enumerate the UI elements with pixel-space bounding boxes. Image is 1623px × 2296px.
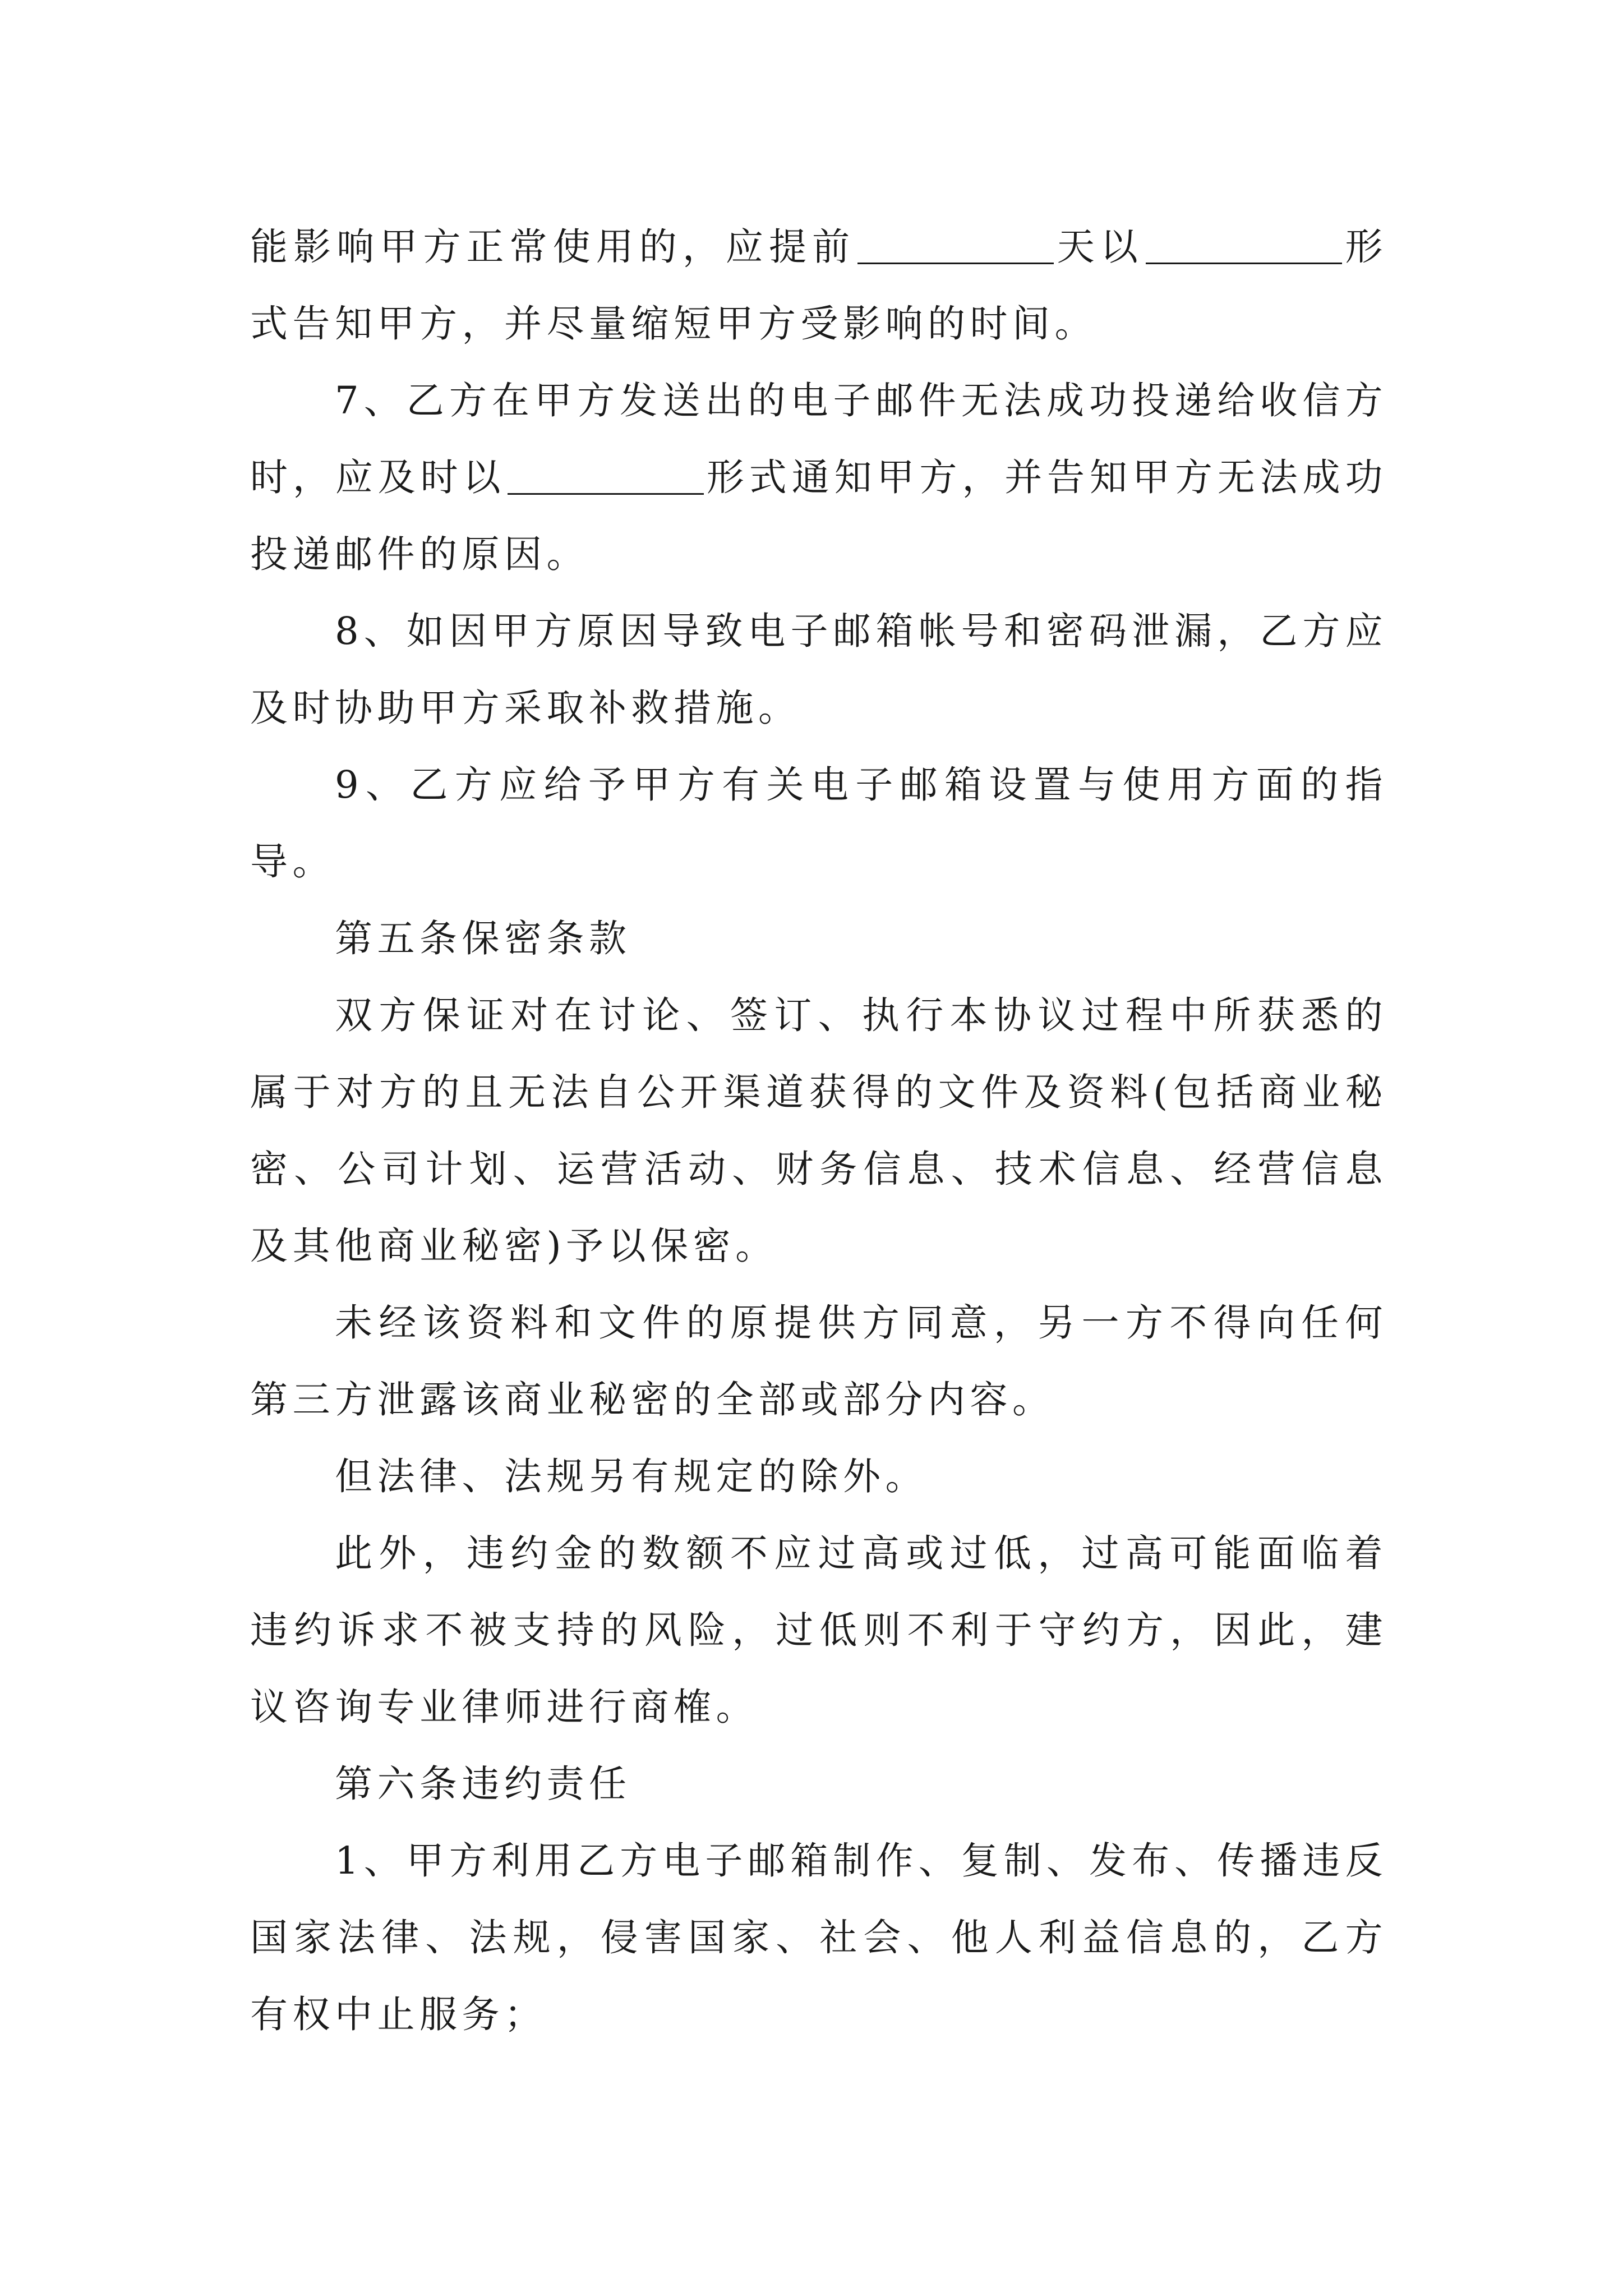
- text-segment: 能影响甲方正常使用的，应提前: [250, 225, 856, 269]
- document-body: [250, 209, 1387, 2053]
- legal-exception-paragraph: 但法律、法规另有规定的除外。: [335, 1455, 928, 1498]
- blank-form-field: [508, 455, 704, 495]
- paragraph-notice-period: [250, 209, 1387, 362]
- confidentiality-paragraph: 双方保证对在讨论、签订、执行本协议过程中所获悉的属于对方的且无法自公开渠道获得的文件及资料(包括商业秘密、公司计划、运营活动、财务信息、技术信息、经营信息及其他商业秘密)予以保密。: [250, 993, 1387, 1268]
- text-segment: 天以: [1056, 225, 1144, 269]
- blank-form-field: [1146, 225, 1342, 264]
- non-disclosure-paragraph: 未经该资料和文件的原提供方同意，另一方不得向任何第三方泄露该商业秘密的全部或部分内容。: [250, 1301, 1387, 1421]
- section-heading-liability: 第六条违约责任: [335, 1762, 631, 1806]
- blank-days-field: [857, 225, 1054, 264]
- penalty-note-paragraph: 此外，违约金的数额不应过高或过低，过高可能面临着违约诉求不被支持的风险，过低则不利于守约方，因此，建议咨询专业律师进行商榷。: [250, 1531, 1387, 1729]
- section-heading-confidentiality: 第五条保密条款: [335, 917, 631, 960]
- clause-7: [250, 362, 1387, 593]
- clause-9: 9、乙方应给予甲方有关电子邮箱设置与使用方面的指导。: [250, 763, 1387, 884]
- text-segment: 形式通知甲方，并告知甲方无法成功投递邮件的原因。: [250, 455, 1388, 576]
- liability-clause-1: 1、甲方利用乙方电子邮箱制作、复制、发布、传播违反国家法律、法规，侵害国家、社会、他人利益信息的，乙方有权中止服务；: [250, 1839, 1387, 2036]
- text-segment: 形式告知甲方，并尽量缩短甲方受影响的时间。: [250, 225, 1388, 346]
- clause-8: 8、如因甲方原因导致电子邮箱帐号和密码泄漏，乙方应及时协助甲方采取补救措施。: [250, 609, 1387, 730]
- text-segment: 7、乙方在甲方发送出的电子邮件无法成功投递给收信方时，应及时以: [250, 379, 1387, 499]
